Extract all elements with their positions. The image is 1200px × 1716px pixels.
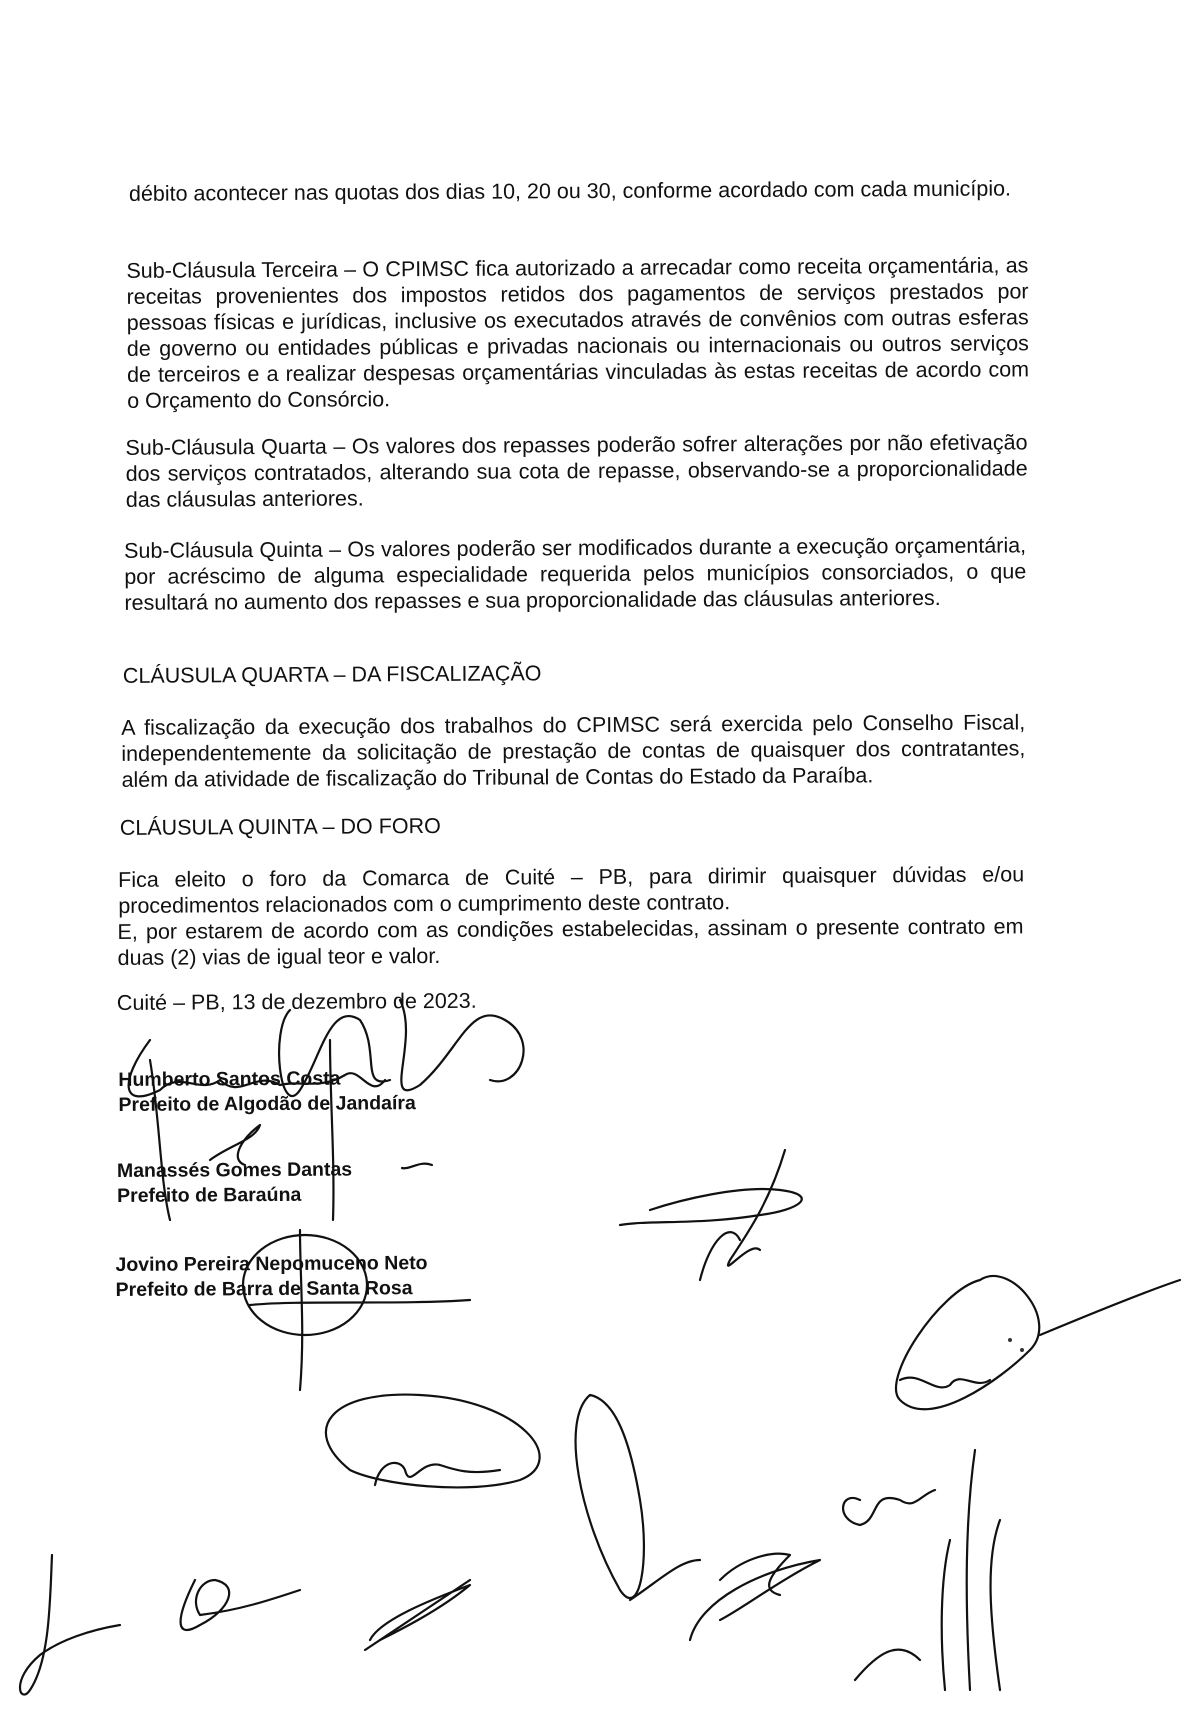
clause-fifth-text-2: E, por estarem de acordo com as condições estabelecidas, assinam o presente contrato em duas (2) vias de igual teor e valor.	[117, 914, 1024, 970]
date-line: Cuité – PB, 13 de dezembro de 2023.	[116, 988, 477, 1015]
signatory-role: Prefeito de Algodão de Jandaíra	[118, 1092, 416, 1116]
sub-clause-third: Sub-Cláusula Terceira – O CPIMSC fica autorizado a arrecadar como receita orçamentária, as receitas provenientes dos impostos retidos dos pagamentos de serviços prestados por pessoas físicas e jurídicas, inclusive os executados através de convênios com outras esferas de governo ou entidades públicas e privadas nacionais ou internacionais ou outros serviços de terceiros e a realizar despesas orçamentárias vinculadas às estas receitas de acordo com o Orçamento do Consórcio.	[126, 253, 1030, 413]
sub-clause-fourth: Sub-Cláusula Quarta – Os valores dos repasses poderão sofrer alterações por não efetivação dos serviços contratados, alterando sua cota de repasse, observando-se a proporcionalidade das cláusulas anteriores.	[125, 430, 1028, 512]
intro-paragraph: débito acontecer nas quotas dos dias 10, 20 ou 30, conforme acordado com cada município.	[128, 176, 1012, 206]
signatory-block	[118, 1066, 416, 1118]
sub-clause-fifth: Sub-Cláusula Quinta – Os valores poderão ser modificados durante a execução orçamentária, por acréscimo de alguma especialidade requerida pelos municípios consorciados, o que resultará no aumento dos repasses e sua proporcionalidade das cláusulas anteriores.	[124, 533, 1027, 615]
signatory-name: Jovino Pereira Nepomuceno Neto	[115, 1252, 428, 1276]
clause-fifth-title: CLÁUSULA QUINTA – DO FORO	[119, 813, 441, 840]
signatory-role: Prefeito de Barra de Santa Rosa	[115, 1277, 413, 1301]
signatory-name: Humberto Santos Costa	[118, 1067, 341, 1091]
clause-fourth-text: A fiscalização da execução dos trabalhos do CPIMSC será exercida pelo Conselho Fiscal, independentemente da solicitação de prestação de contas de quaisquer dos contratantes, além da atividade de fiscalização do Tribunal de Contas do Estado da Paraíba.	[121, 710, 1026, 792]
signatory-name: Manassés Gomes Dantas	[116, 1158, 353, 1182]
clause-fourth-title: CLÁUSULA QUARTA – DA FISCALIZAÇÃO	[122, 661, 542, 688]
signatory-block	[115, 1251, 427, 1303]
signatory-role: Prefeito de Baraúna	[117, 1183, 302, 1207]
signatory-block	[117, 1158, 353, 1209]
clause-fifth-text-1: Fica eleito o foro da Comarca de Cuité – PB, para dirimir quaisquer dúvidas e/ou procedimentos relacionados com o cumprimento deste contrato.	[118, 862, 1025, 918]
